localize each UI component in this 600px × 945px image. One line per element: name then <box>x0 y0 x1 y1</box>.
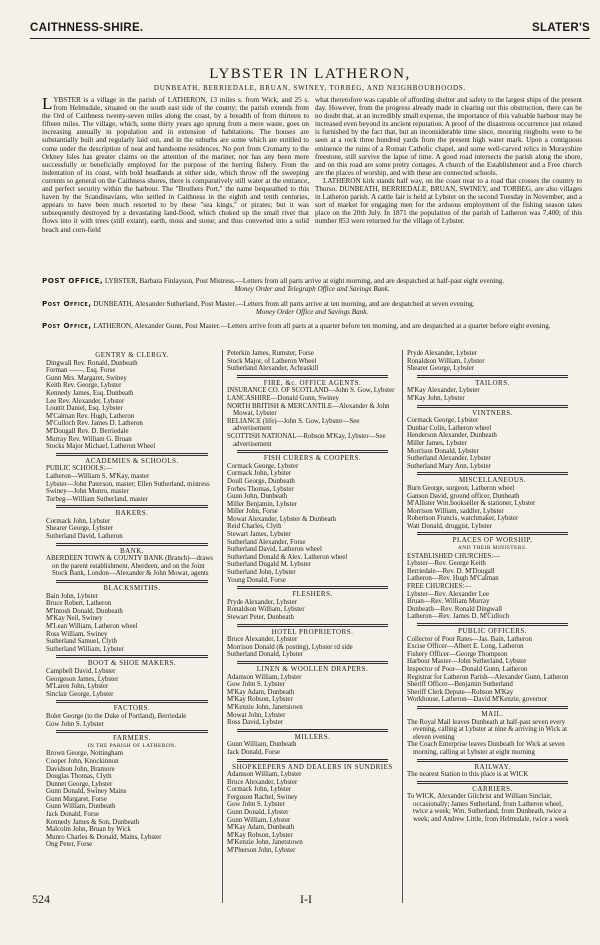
directory-entry: M'Kay Adam, Dunbeath <box>227 688 295 696</box>
directory-entry: Sutherland David, Latheron wheel <box>227 546 322 554</box>
directory-entry: Stewart James, Lybster <box>227 531 291 539</box>
directory-entry: Sutherland Alexander, Lybster <box>407 455 491 463</box>
directory-entry: Brown George, Nottingham <box>46 750 123 758</box>
section-heading: MISCELLANEOUS. <box>458 476 527 485</box>
section-heading: VINTNERS. <box>472 408 513 417</box>
directory-entry: Murray Rev. William G. Bruan <box>46 435 132 443</box>
section-rule <box>56 453 208 456</box>
section-rule <box>417 472 568 475</box>
directory-column-1 <box>42 350 222 903</box>
post-office-lybster-text: LYBSTER, Barbara Finlayson, Post Mistress.—Letters from all parts arrive at eight morning, and are despatched at half-past eight evening. <box>103 277 505 285</box>
publisher-heading: SLATER'S <box>532 22 590 34</box>
section-heading: TAILORS. <box>475 378 510 387</box>
directory-entry: Sheriff Officer—Benjamin Sutherland <box>407 681 513 689</box>
directory-entry: M'Dougall Rev. D. Berriedale <box>46 427 129 435</box>
directory-entry: Doull George, Dunbeath <box>227 477 295 485</box>
directory-entry: Torbeg—William Sutherland, master <box>46 495 148 503</box>
directory-entry: Kennedy James, Esq. Dunbeath <box>46 389 134 397</box>
post-office-latheron-text: LATHERON, Alexander Gunn, Post Master.—Letters arrive from all parts at a quarter before ten morning, and are despatched at a quarter before eight evening. <box>91 322 551 330</box>
directory-entry: Dunnet George, Lybster <box>46 780 113 788</box>
directory-entry: Workhouse, Latheron—David M'Kenzie, governor <box>407 696 548 704</box>
page-number: 524 <box>32 892 50 906</box>
section-heading: GENTRY & CLERGY. <box>95 351 169 359</box>
intro-paragraph-2: what theretofore was capable of affording shelter and safety to the largest ships of the present day. However, from the progress already made in clearing out this obstruction, there can be no doubt that, at an incredibly small expense, the importance of this valuable harbour may be increased even beyond its ancient reputation. A proof of the disastrous occurrence just related is furnished by the fact that, but an inconsiderable time since, mooring ringbolts were to be seen at a rock three hundred yards from the present high water mark. Upon a contiguous eminence the ruins of a Roman Catholic chapel, and some well-carved relics in Morayshire freestone, still survive the lapse of time. A good road intersects the parish along the shore, and on this road are some pretty cottages. A church of the Establishment and a Free church are the places of worship, and with these are connected schools. <box>315 96 582 177</box>
section-heading: FIRE, &c. OFFICE AGENTS. <box>263 378 362 387</box>
directory-entry: Gunn John, Dunbeath <box>227 493 288 501</box>
section-rule <box>417 623 568 626</box>
section-heading: BOOT & SHOE MAKERS. <box>87 659 177 668</box>
directory-entry: M'Culloch Rev. James D. Latheron <box>46 420 143 428</box>
section-rule <box>237 586 388 589</box>
section-rule <box>56 700 208 703</box>
directory-entry: Bruce Robert, Latheron <box>46 600 112 608</box>
directory-entry: Cormack John, Lybster <box>46 517 111 525</box>
post-office-lybster-note: Money Order and Telegraph Office and Savings Bank. <box>234 285 390 294</box>
directory-entry: Louttit Daniel, Esq. Lybster <box>46 405 123 413</box>
directory-entry: M'Kay Neil, Swiney <box>46 615 103 623</box>
directory-entry: Lybster—Rev. George Keith <box>407 560 486 568</box>
directory-entry: Jack Donald, Forse <box>46 811 100 819</box>
section-heading: BANK. <box>119 546 145 555</box>
section-heading: LINEN & WOOLLEN DRAPERS. <box>256 664 369 673</box>
section-heading: FARMERS. <box>113 734 151 743</box>
directory-entry: Gunn Donald, Swiney Mains <box>46 788 127 796</box>
section-heading: BLACKSMITHS. <box>103 584 161 593</box>
directory-entry: The Royal Mail leaves Dunbeath at half-past seven every evening, calling at Lybster at nine & arriving in Wick at eleven evening <box>407 718 568 741</box>
directory-entry: Bruan—Rev. William Murray <box>407 598 490 606</box>
section-heading: MILLERS. <box>294 732 331 741</box>
directory-entry: Ross William, Swiney <box>46 630 108 638</box>
directory-entry: Sutherland Donald & Alex. Latheron wheel <box>227 553 348 561</box>
section-heading: MAIL. <box>481 709 504 718</box>
directory-entry: Latheron—Rev. James D. M'Culloch <box>407 613 510 621</box>
intro-paragraph-3: LATHERON kirk stands half way, on the coast near to a road that crosses the country to Thurso. DUNBEATH, BERRIEDALE, BRUAN, SWINEY, and TORBEG, are also villages in Latheron parish. A cattle fair is held at Lybster on the second Tuesday in November, and a sort of market for engaging men for the arduous employment of the fishing season takes place on the 20th July. In 1871 the population of the parish of Latheron was 7,400; of this number 853 were returned for the village of Lybster. <box>315 176 582 226</box>
directory-entry: Pryde Alexander, Lybster <box>227 598 297 606</box>
directory-entry: Reid Charles, Clyth <box>227 523 282 531</box>
directory-entry: M'Kay Robson, Lybster <box>227 831 293 839</box>
directory-entry: Sutherland David, Latheron <box>46 533 123 541</box>
post-office-section <box>42 277 582 344</box>
directory-entry: INSURANCE CO. OF SCOTLAND—John S. Gow, Lybster <box>227 387 395 395</box>
directory-entry: Ong Peter, Forse <box>46 841 93 849</box>
directory-entry: Sinclair George, Lybster <box>46 690 114 698</box>
running-head <box>30 22 590 34</box>
directory-entry: Cormack George, Lybster <box>407 417 479 425</box>
directory-entry: Bruce Alexander, Lybster <box>227 636 298 644</box>
section-heading: FLESHERS. <box>292 590 333 599</box>
directory-entry: Dingwall Rev. Ronald, Dunbeath <box>46 359 138 367</box>
directory-entry: Munro Charles & Donald, Mains, Lybster <box>46 833 162 841</box>
signature-mark: I-I <box>300 892 312 906</box>
directory-entry: SCOTTISH NATIONAL—Robson M'Kay, Lybster—See advertisement <box>227 432 386 448</box>
directory-entry: M'Kenzie John, Janetstown <box>227 839 303 847</box>
trades-directory <box>42 350 582 903</box>
directory-entry: Campbell David, Lybster <box>46 667 116 675</box>
directory-entry: Lybster—Rev. Alexander Lee <box>407 590 490 598</box>
directory-entry: Henderson Alexander, Dunbeath <box>407 432 497 440</box>
directory-entry: Douglas Thomas, Clyth <box>46 773 112 781</box>
county-heading: CAITHNESS-SHIRE. <box>30 22 144 34</box>
directory-entry: Mowat John, Lybster <box>227 711 286 719</box>
section-rule <box>237 450 388 453</box>
directory-entry: Pryde Alexander, Lybster <box>407 350 477 357</box>
directory-entry: Gow John S. Lybster <box>227 801 285 809</box>
directory-entry: The nearest Station to this place is at WICK <box>407 771 529 779</box>
directory-entry: Cormack John, Lybster <box>227 786 292 794</box>
directory-entry: Stewart Peter, Dunbeath <box>227 614 294 621</box>
directory-entry: PUBLIC SCHOOLS:— <box>46 465 113 473</box>
section-heading: CARRIERS. <box>472 784 513 793</box>
directory-entry: Cormack George, Lybster <box>227 462 299 470</box>
section-heading: PLACES OF WORSHIP, <box>452 536 533 545</box>
directory-entry: Malcolm John, Bruan by Wick <box>46 826 131 834</box>
directory-entry: Latheron—William S. M'Kay, master <box>46 472 150 480</box>
directory-entry: Keith Rev. George, Lybster <box>46 382 122 390</box>
directory-entry: Peterkin James, Rumster, Forse <box>227 350 314 357</box>
section-rule <box>237 759 388 762</box>
section-heading: SHOPKEEPERS AND DEALERS IN SUNDRIES <box>232 762 393 771</box>
directory-entry: Gunn Mrs. Margaret, Swiney <box>46 374 127 382</box>
directory-entry: LANCASHIRE—Donald Gunn, Swiney <box>227 394 339 402</box>
directory-column-2 <box>222 350 402 903</box>
directory-entry: M'Allister Wm.bookseller & stationer, Lybster <box>407 500 536 508</box>
section-rule <box>417 781 568 784</box>
directory-entry: M'Kay John, Lybster <box>407 394 465 402</box>
directory-entry: Dunbeath—Rev. Ronald Dingwall <box>407 605 503 613</box>
directory-entry: Boler George (to the Duke of Portland), Berriedale <box>46 712 187 720</box>
directory-entry: Dunbar Colin, Latheron wheel <box>407 424 492 432</box>
directory-entry: Young Donald, Forse <box>227 576 286 584</box>
directory-entry: Stocks Major Michael, Latheron Wheel <box>46 443 156 451</box>
directory-entry: Shearer George, Lybster <box>407 365 475 373</box>
directory-entry: Inspector of Poor—Donald Gunn, Latheron <box>407 665 528 673</box>
directory-entry: Ganson David, ground officer, Dunbeath <box>407 492 520 500</box>
directory-entry: Burn George, surgeon, Latheron wheel <box>407 484 515 492</box>
directory-entry: The Coach Enterprise leaves Dunbeath for Wick at seven morning, calling at Lybster at eight morning <box>407 741 565 756</box>
page-subtitle: DUNBEATH, BERRIEDALE, BRUAN, SWINEY, TORBEG, AND NEIGHBOURHOODS. <box>153 84 467 92</box>
directory-entry: Ross David, Lybster <box>227 719 284 727</box>
directory-entry: To WICK, Alexander Gilchrist and William Sinclair, occasionally; James Sutherland, from Latheron wheel, twice a week; Wm. Sutherland, from Dunbeath, twice a week; and Andrew Little, from Helmsdale, twice a week <box>407 793 569 824</box>
intro-column-2 <box>315 96 582 234</box>
directory-entry: Gow John S. Lybster <box>46 720 104 728</box>
directory-entry: Latheron—Rev. Hugh M'Calman <box>407 575 499 583</box>
directory-entry: Swiney—John Munro, master <box>46 488 129 496</box>
section-rule <box>237 624 388 627</box>
section-heading: BAKERS. <box>115 509 149 518</box>
directory-entry: Sheriff Clerk Depute—Robson M'Kay <box>407 688 514 696</box>
directory-entry: Gunn William, Lybster <box>227 816 291 824</box>
directory-entry: Morrison Donald (& posting), Lybster rd side <box>227 643 353 651</box>
directory-entry: ABERDEEN TOWN & COUNTY BANK (Branch)—draws on the parent establishment, Aberdeen, and on the Joint Stock Bank, London—Alexander & John Mowat, agents <box>46 555 213 578</box>
section-heading: ACADEMIES & SCHOOLS. <box>85 456 179 465</box>
section-heading: FISH CURERS & COOPERS. <box>263 454 362 463</box>
section-rule <box>417 375 568 378</box>
directory-entry: M'Kenzie John, Janetstown <box>227 703 303 711</box>
directory-entry: Forman ——, Esq. Forse <box>46 367 116 375</box>
section-rule <box>237 729 388 732</box>
directory-entry: M'Calman Rev. Hugh, Latheron <box>46 412 135 420</box>
directory-entry: Sutherland Samuel, Clyth <box>46 638 118 646</box>
page-title: LYBSTER IN LATHERON, <box>209 66 411 82</box>
directory-entry: Berriedale—Rev. D. M'Dougall <box>407 567 495 575</box>
directory-entry: Cormack John, Lybster <box>227 470 292 478</box>
directory-entry: Fishery Officer—George Thompson <box>407 650 508 658</box>
header-rule <box>30 38 590 39</box>
section-rule <box>417 405 568 408</box>
directory-entry: Collector of Poor Rates—Jas. Bain, Latheron <box>407 635 532 643</box>
post-office-dunbeath-label: Post Office, <box>42 299 92 308</box>
directory-entry: Harbour Master—John Sutherland, Lybster <box>407 658 527 666</box>
directory-entry: M'Kay Robson, Lybster <box>227 696 293 704</box>
directory-entry: Sutherland Donald, Lybster <box>227 651 303 659</box>
directory-entry: FREE CHURCHES:— <box>407 583 472 591</box>
directory-entry: RELIANCE (life)—John S. Gow, Lybster—See advertisement <box>227 417 360 433</box>
directory-entry: Davidson John, Bramore <box>46 765 115 773</box>
directory-entry: Gunn Margaret, Forse <box>46 795 107 803</box>
directory-entry: Lee Rev. Alexander, Lybster <box>46 397 125 405</box>
directory-entry: Sutherland Alexander, Forse <box>227 538 306 546</box>
post-office-dunbeath-note: Money Order Office and Savings Bank. <box>255 308 369 317</box>
drop-cap: L <box>42 94 53 113</box>
intro-column-1 <box>42 96 309 234</box>
directory-entry: Ronaldson William, Lybster <box>407 357 485 365</box>
directory-entry: Gunn William, Dunbeath <box>227 741 297 749</box>
directory-entry: Ferguson Rachel, Swiney <box>227 793 298 801</box>
section-rule <box>56 580 208 583</box>
directory-entry: M'Laren John, Lybster <box>46 683 109 691</box>
directory-entry: Miller John, Forse <box>227 508 278 516</box>
directory-entry: Registrar for Latheron Parish—Alexander Gunn, Latheron <box>407 673 569 681</box>
directory-entry: Adamson William, Lybster <box>227 771 302 779</box>
directory-entry: Forbes Thomas, Lybster <box>227 485 294 493</box>
directory-entry: Sutherland Dugald M. Lybster <box>227 561 311 569</box>
section-rule <box>56 730 208 733</box>
intro-paragraph-1: YBSTER is a village in the parish of LATHERON, 13 miles s. from Wick, and 25 s. from Helmsdale, situated on the south east side of the county; the parish extends from the Ord of Caithness twenty-seven miles along the coast, by a breadth of from thirteen to fifteen miles. The village, which, some thirty years ago sprung from a mere waste, goes on increasing annually in population and in extension of habitations. The houses are substantially built and regularly laid out, and in the suburbs are some which are entitled to come under the description of neat and handsome residences. No port from Cromarty to the Orkney Isles has greater claims on the attention of the mariner, nor has any been more successfully or beneficially employed for the purpose of the herring fishery. From the indentation of its coast, with bold headlands at either side, which throw off the sweeping currents so general on the Caithness shores, there is comparatively still water at the entrance, and perfect security within the harbour. The "Brothers Port," the name bequeathed to this haven by the Scandinavians, who settled in Caithness in the eighth and tenth centuries, appears to have been much resorted to by these "sea kings," or pirates; but it was subsequently destroyed by a devastating land-flood, which choked up the small river that flows into it with trees (still extant), earth, moss and stone; and thus converted into a solid beach and corn-field <box>42 96 309 234</box>
section-subheading: IN THE PARISH OF LATHERON. <box>87 742 177 749</box>
directory-entry: M'Lean William, Latheron wheel <box>46 623 138 630</box>
directory-entry: NORTH BRITISH & MERCANTILE—Alexander & John Mowat, Lybster <box>227 402 390 418</box>
directory-entry: M'Kay Alexander, Lybster <box>407 387 480 395</box>
directory-entry: Robertson Francis, watchmaker, Lybster <box>407 515 519 523</box>
directory-entry: Cooper John, Knockinnon <box>46 757 119 765</box>
directory-entry: Miller James, Lybster <box>407 439 467 447</box>
directory-entry: Gunn William, Dunbeath <box>46 803 116 811</box>
directory-entry: Bain John, Lybster <box>46 592 98 600</box>
directory-entry: M'Intosh Donald, Dunbeath <box>46 607 123 615</box>
directory-column-3 <box>402 350 582 903</box>
section-heading: FACTORS. <box>113 704 151 713</box>
section-heading: PUBLIC OFFICERS. <box>457 627 528 635</box>
section-rule <box>417 532 568 535</box>
post-office-lybster-label: POST OFFICE, <box>42 276 104 285</box>
post-office-latheron-label: Post Office, <box>42 321 92 330</box>
directory-entry: Gunn Donald, Lybster <box>227 809 289 817</box>
directory-entry: Sutherland William, Lybster <box>46 645 124 653</box>
directory-entry: Shearer George, Lybster <box>46 525 114 533</box>
section-heading: HOTEL PROPRIETORS. <box>271 627 354 636</box>
section-subheading: AND THEIR MINISTERS. <box>457 545 528 552</box>
directory-entry: Sutherland Alexander, Achraskill <box>227 365 319 373</box>
directory-entry: Georgeson James, Lybster <box>46 675 119 683</box>
directory-entry: ESTABLISHED CHURCHES:— <box>407 552 501 560</box>
directory-entry: Adamson William, Lybster <box>227 673 302 681</box>
directory-entry: Morrison Donald, Lybster <box>407 447 479 455</box>
section-rule <box>417 706 568 709</box>
directory-entry: Bruce Alexander, Lybster <box>227 778 298 786</box>
directory-entry: Ronaldson William, Lybster <box>227 606 305 614</box>
section-heading: RAILWAY. <box>474 762 511 771</box>
directory-entry: Sutherland John, Lybster <box>227 569 296 577</box>
intro-text <box>42 96 582 234</box>
directory-entry: M'Pherson John, Lybster <box>227 847 296 855</box>
directory-entry: Stock Major, of Latheron Wheel <box>227 357 317 365</box>
section-rule <box>56 543 208 546</box>
directory-entry: Lybster—John Paterson, master; Ellen Sutherland, mistress <box>46 480 210 488</box>
post-office-dunbeath-text: DUNBEATH, Alexander Sutherland, Post Master.—Letters from all parts arrive at ten morning, and are despatched at seven evening. <box>91 300 475 308</box>
directory-entry: Kennedy James & Son, Dunbeath <box>46 818 140 826</box>
section-rule <box>417 759 568 762</box>
directory-entry: M'Kay Adam, Dunbeath <box>227 824 295 832</box>
section-rule <box>237 661 388 664</box>
directory-entry: Mowat Alexander, Lybster & Dunbeath <box>227 515 336 523</box>
directory-entry: Watt Donald, druggist, Lybster <box>407 522 492 530</box>
directory-entry: Jack Donald, Forse <box>227 748 281 756</box>
directory-entry: Sutherland Mary Ann, Lybster <box>407 462 491 470</box>
section-rule <box>237 375 388 378</box>
section-rule <box>56 505 208 508</box>
directory-entry: Gow John S. Lybster <box>227 681 285 689</box>
section-rule <box>56 655 208 658</box>
directory-entry: Miller Benjamin, Lybster <box>227 500 297 508</box>
directory-entry: Excise Officer—Albert E. Long, Latheron <box>407 643 524 651</box>
directory-entry: Morrison William, saddler, Lybster <box>407 507 504 515</box>
